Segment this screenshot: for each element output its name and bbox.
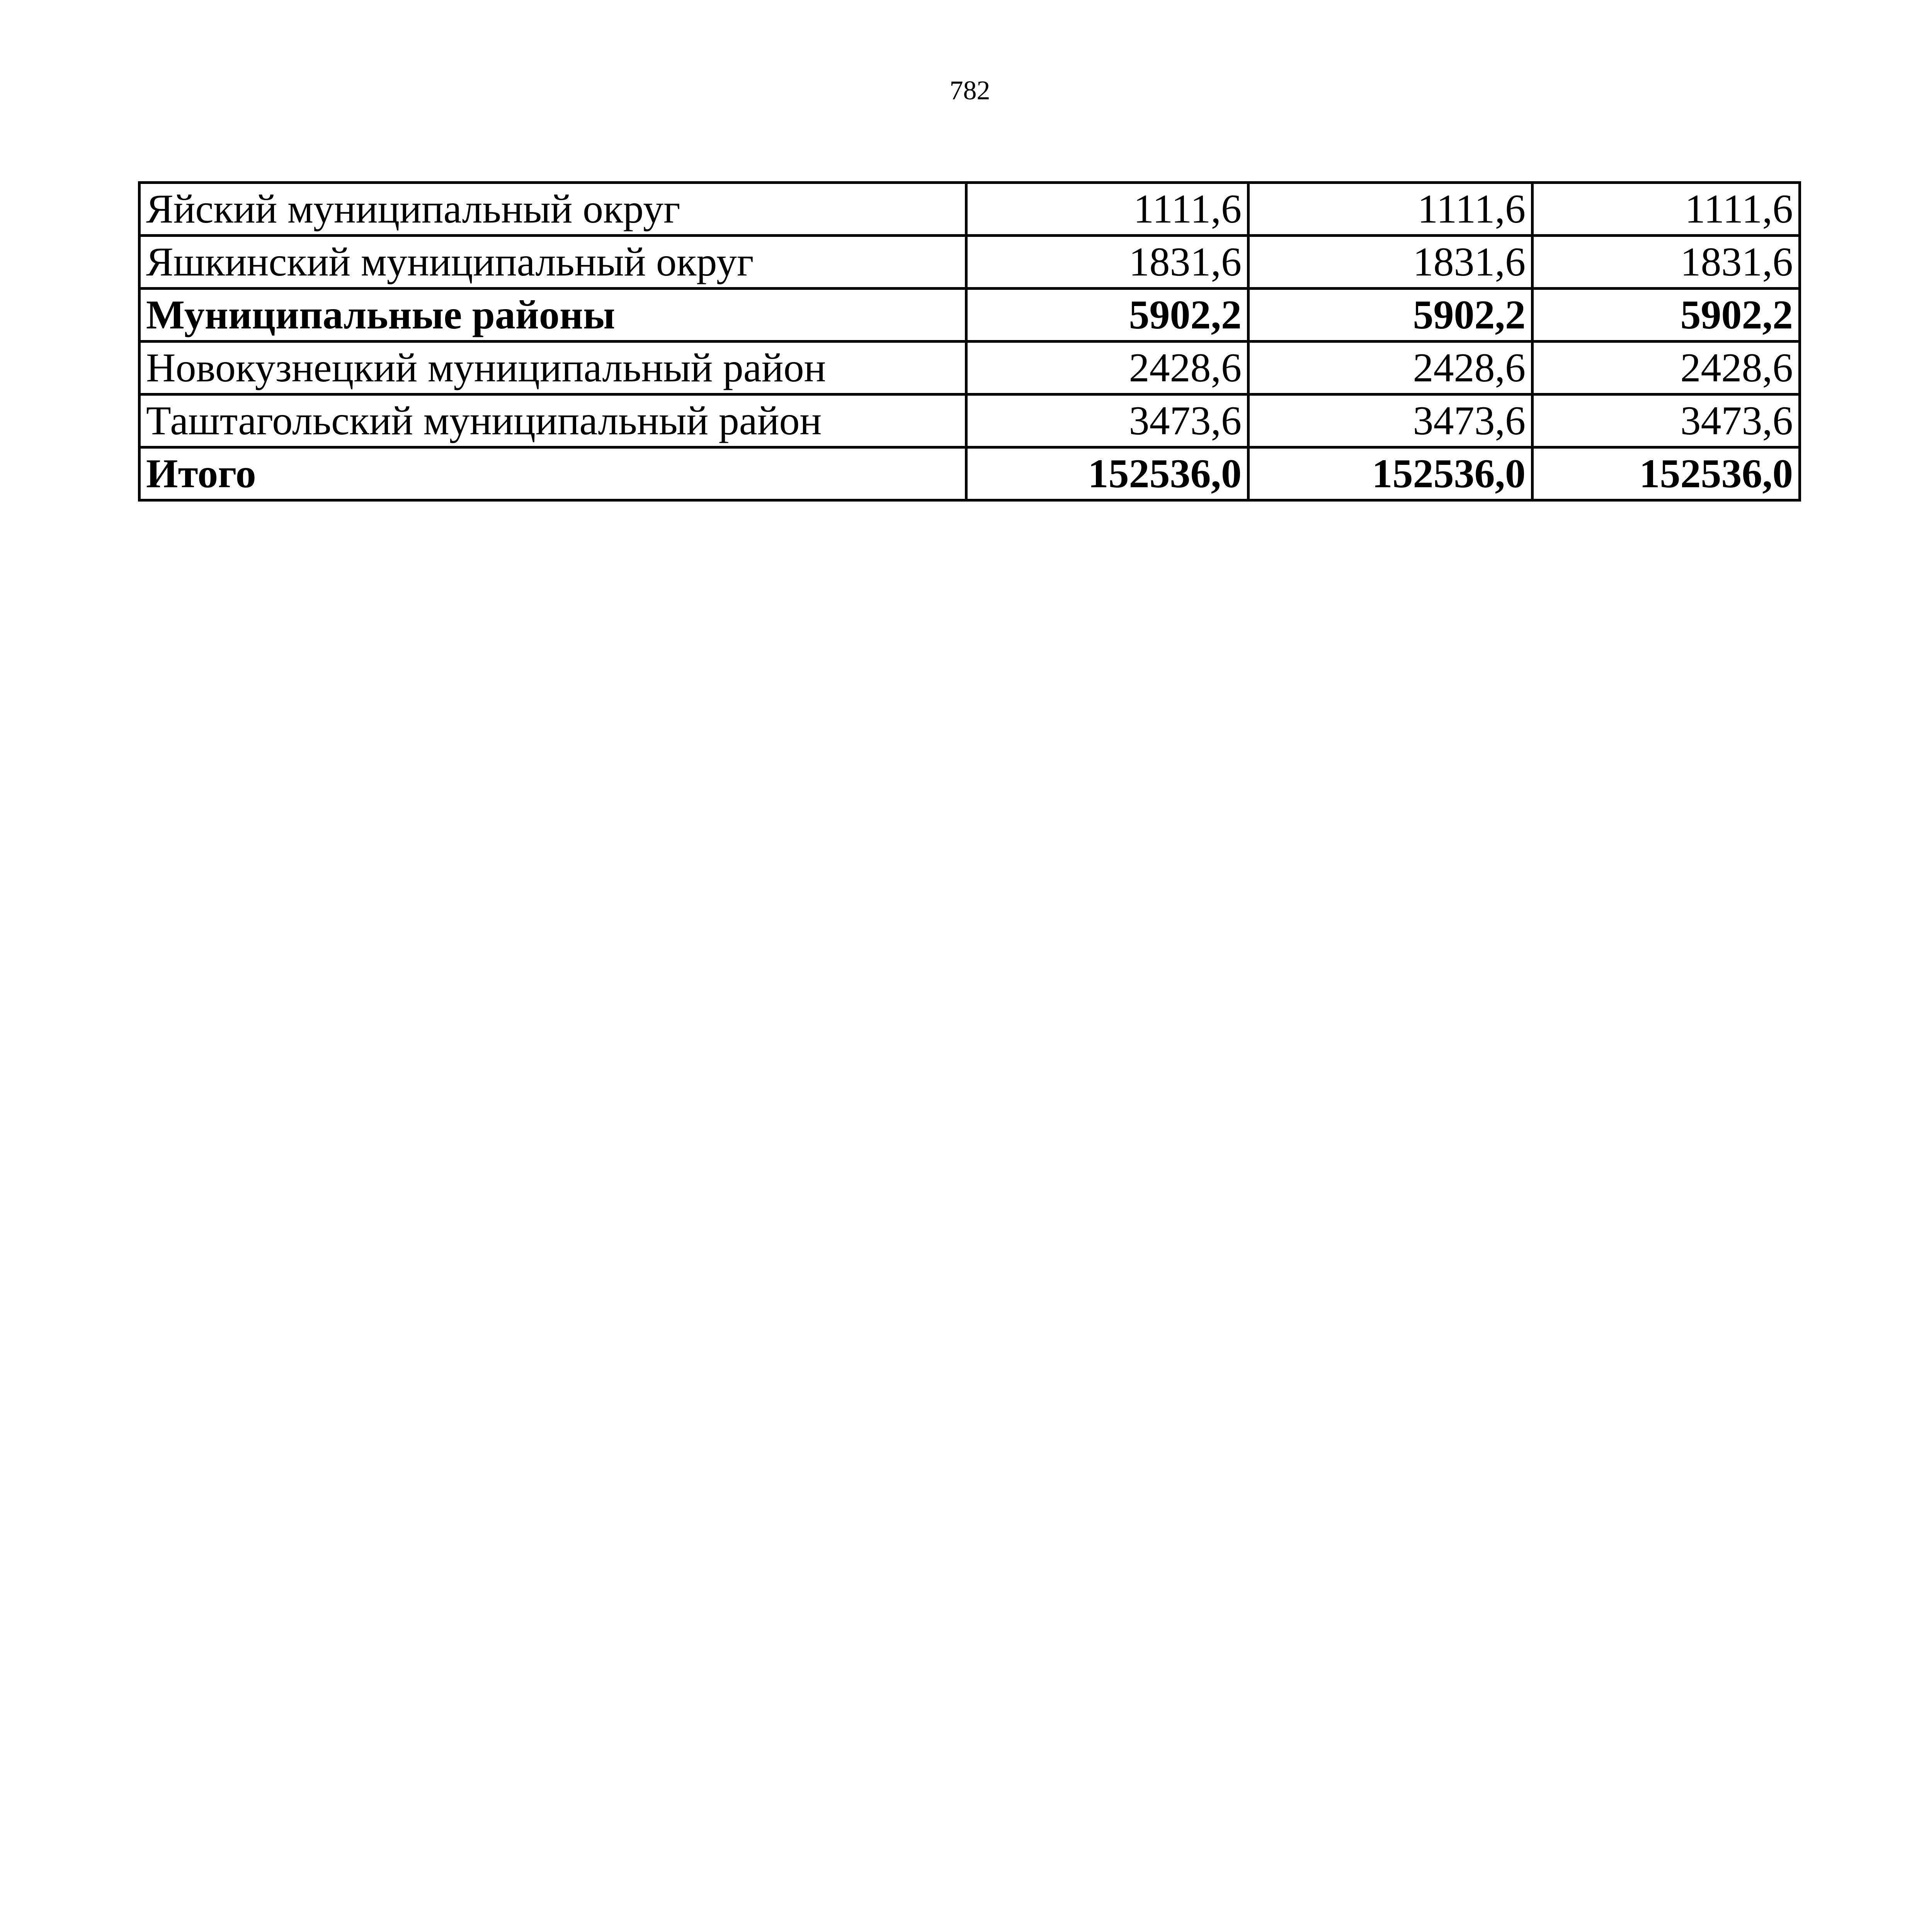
value-cell-col1: 152536,0 xyxy=(966,447,1249,500)
value-cell-col2: 2428,6 xyxy=(1249,342,1533,395)
value-cell-col1: 1111,6 xyxy=(966,183,1249,236)
value-cell-col2: 1831,6 xyxy=(1249,236,1533,289)
value-cell-col3: 152536,0 xyxy=(1533,447,1800,500)
row-name-cell: Яйский муниципальный округ xyxy=(139,183,966,236)
value-cell-col1: 5902,2 xyxy=(966,289,1249,342)
table-row-tashtagol-rayon xyxy=(139,395,1800,447)
value-cell-col3: 3473,6 xyxy=(1533,395,1800,447)
budget-table xyxy=(138,181,1801,502)
table-row-novokuznetsk-rayon xyxy=(139,342,1800,395)
value-cell-col3: 5902,2 xyxy=(1533,289,1800,342)
table-row-total xyxy=(139,447,1800,500)
value-cell-col2: 5902,2 xyxy=(1249,289,1533,342)
value-cell-col1: 1831,6 xyxy=(966,236,1249,289)
table-row-yaya-okrug xyxy=(139,183,1800,236)
value-cell-col2: 152536,0 xyxy=(1249,447,1533,500)
table-row-municipal-districts-subtotal xyxy=(139,289,1800,342)
page-number: 782 xyxy=(949,76,990,105)
row-name-cell: Новокузнецкий муниципальный район xyxy=(139,342,966,395)
table-row-yashkino-okrug xyxy=(139,236,1800,289)
value-cell-col3: 2428,6 xyxy=(1533,342,1800,395)
row-name-cell: Итого xyxy=(139,447,966,500)
row-name-cell: Яшкинский муниципальный округ xyxy=(139,236,966,289)
value-cell-col1: 2428,6 xyxy=(966,342,1249,395)
value-cell-col3: 1831,6 xyxy=(1533,236,1800,289)
row-name-cell: Таштагольский муниципальный район xyxy=(139,395,966,447)
value-cell-col2: 1111,6 xyxy=(1249,183,1533,236)
value-cell-col1: 3473,6 xyxy=(966,395,1249,447)
value-cell-col2: 3473,6 xyxy=(1249,395,1533,447)
row-name-cell: Муниципальные районы xyxy=(139,289,966,342)
value-cell-col3: 1111,6 xyxy=(1533,183,1800,236)
